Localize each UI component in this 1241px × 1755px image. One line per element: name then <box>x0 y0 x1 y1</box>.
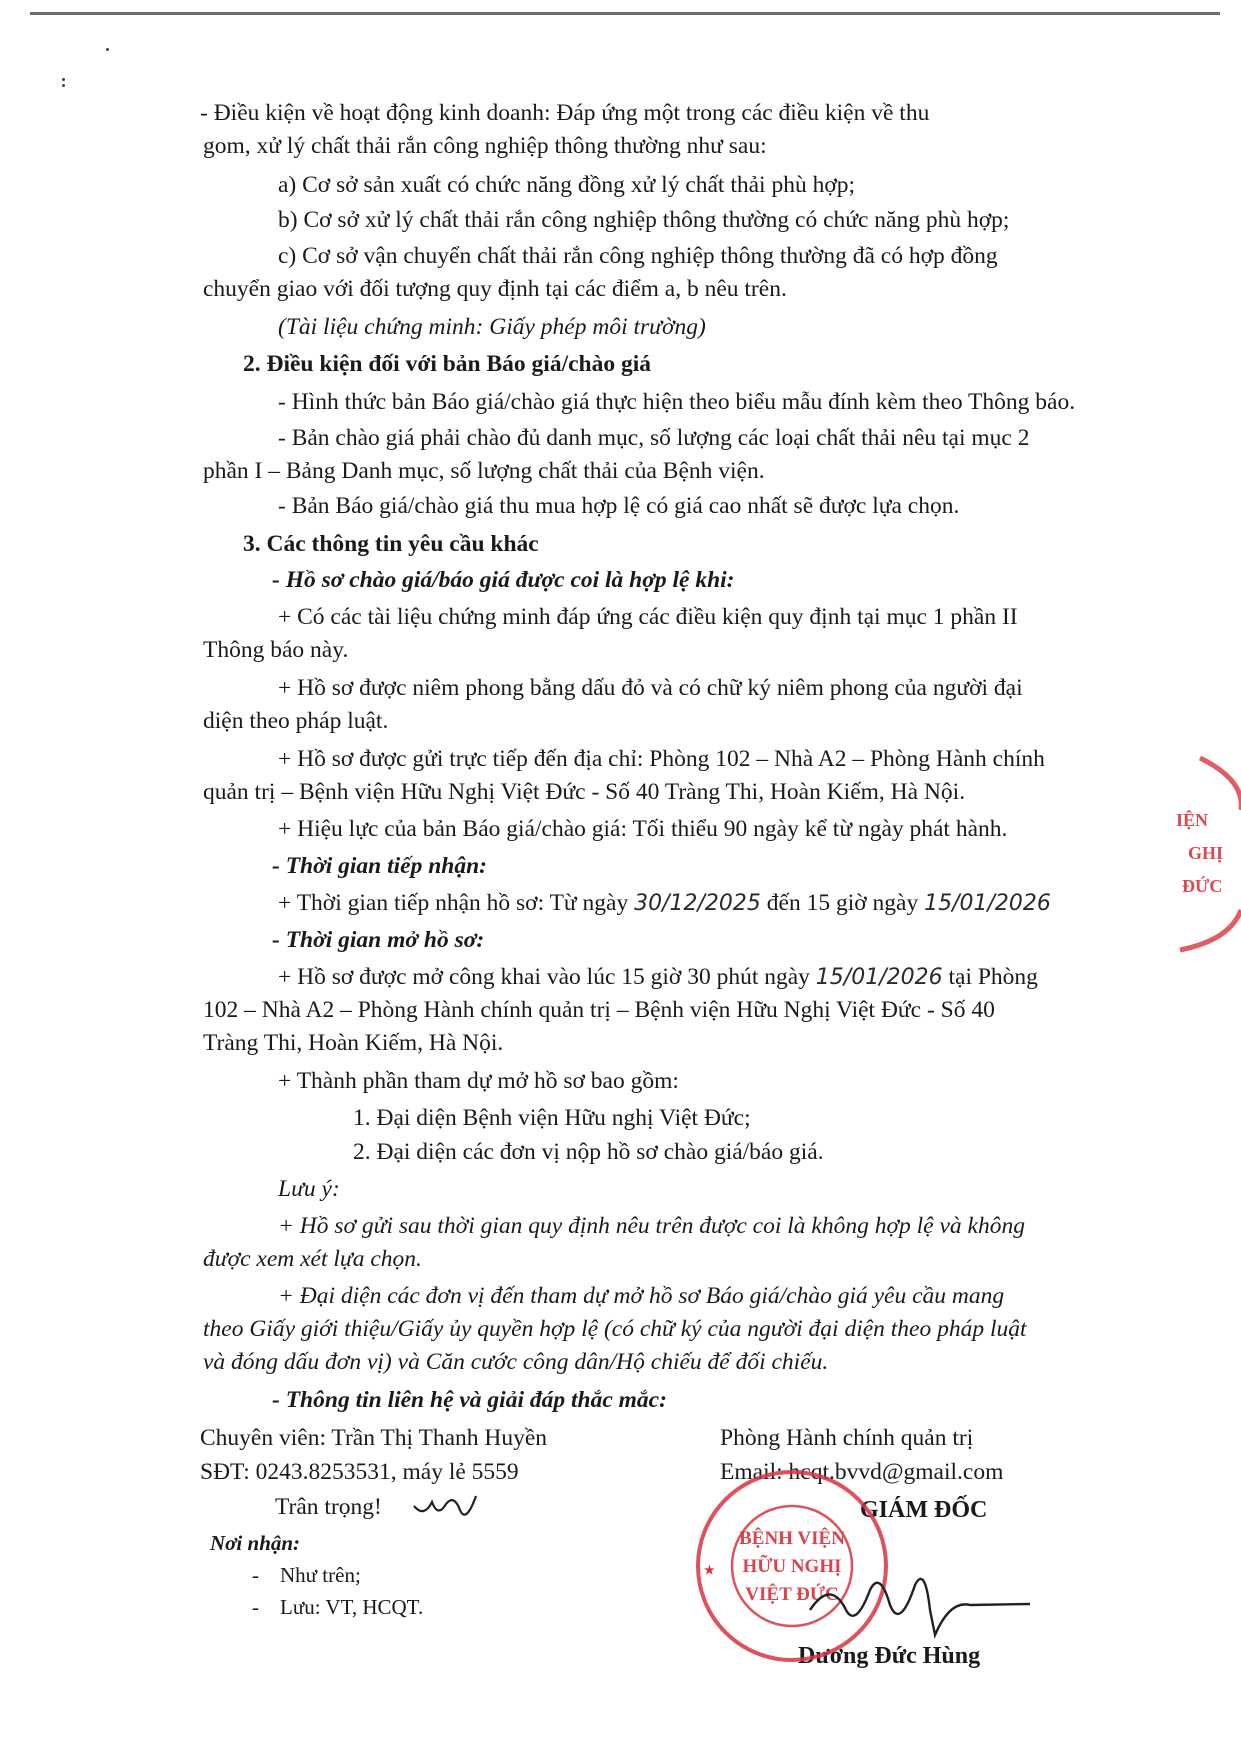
open-time-heading: - Thời gian mở hồ sơ: <box>272 927 485 953</box>
initials-signature <box>410 1488 480 1528</box>
note1-line1: + Hồ sơ gửi sau thời gian quy định nêu trên được coi là không hợp lệ và không <box>278 1213 1025 1239</box>
receive-time-mid: đến 15 giờ ngày <box>766 890 919 916</box>
valid-item2-line1: + Hồ sơ được niêm phong bằng dấu đỏ và có chữ ký niêm phong của người đại <box>278 675 1023 701</box>
note1-line2: được xem xét lựa chọn. <box>203 1246 422 1272</box>
condition-c-line2: chuyển giao với đối tượng quy định tại các điểm a, b nêu trên. <box>203 276 787 302</box>
section2-line2b: phần I – Bảng Danh mục, số lượng chất thải của Bệnh viện. <box>203 458 765 484</box>
seal-star: ★ <box>704 1563 715 1577</box>
note-label: Lưu ý: <box>278 1176 340 1202</box>
evidence-note: (Tài liệu chứng minh: Giấy phép môi trường) <box>278 314 706 340</box>
paragraph-business-conditions-line2: gom, xử lý chất thải rắn công nghiệp thông thường như sau: <box>203 133 767 159</box>
section2-line2a: - Bản chào giá phải chào đủ danh mục, số lượng các loại chất thải nêu tại mục 2 <box>278 425 1030 451</box>
seal-text-line3: VIỆT ĐỨC <box>745 1584 839 1605</box>
contact-heading: - Thông tin liên hệ và giải đáp thắc mắc: <box>272 1387 667 1413</box>
participant-1: 1. Đại diện Bệnh viện Hữu nghị Việt Đức; <box>353 1105 751 1131</box>
section2-line1: - Hình thức bản Báo giá/chào giá thực hiện theo biểu mẫu đính kèm theo Thông báo. <box>278 389 1076 415</box>
handwritten-from-date: 30/12/2025 <box>634 891 761 916</box>
open-time-suffix: tại Phòng <box>948 964 1038 990</box>
contact-specialist: Chuyên viên: Trần Thị Thanh Huyền <box>200 1425 548 1451</box>
condition-c-line1: c) Cơ sở vận chuyển chất thải rắn công nghiệp thông thường đã có hợp đồng <box>278 243 998 269</box>
scan-speck <box>62 78 65 81</box>
handwritten-open-date: 15/01/2026 <box>815 965 943 990</box>
valid-item3-line1: + Hồ sơ được gửi trực tiếp đến địa chỉ: Phòng 102 – Nhà A2 – Phòng Hành chính <box>278 746 1045 772</box>
signatory-title: GIÁM ĐỐC <box>860 1497 988 1523</box>
valid-item3-line2: quản trị – Bệnh viện Hữu Nghị Việt Đức - Số 40 Tràng Thi, Hoàn Kiếm, Hà Nội. <box>203 779 966 805</box>
condition-b: b) Cơ sở xử lý chất thải rắn công nghiệp thông thường có chức năng phù hợp; <box>278 207 1010 233</box>
recipients-label: Nơi nhận: <box>210 1531 301 1555</box>
director-signature <box>800 1560 1040 1650</box>
valid-dossier-heading: - Hồ sơ chào giá/báo giá được coi là hợp lệ khi: <box>272 567 735 593</box>
contact-department: Phòng Hành chính quản trị <box>720 1425 974 1451</box>
edge-seal-line3: ĐỨC <box>1182 876 1223 896</box>
open-time-line1 <box>278 963 1038 991</box>
open-time-prefix: + Hồ sơ được mở công khai vào lúc 15 giờ 30 phút ngày <box>278 964 810 990</box>
open-time-line2: 102 – Nhà A2 – Phòng Hành chính quản trị – Bệnh viện Hữu Nghị Việt Đức - Số 40 <box>203 997 995 1023</box>
participants-heading: + Thành phần tham dự mở hồ sơ bao gồm: <box>278 1068 679 1094</box>
valid-item4: + Hiệu lực của bản Báo giá/chào giá: Tối thiểu 90 ngày kể từ ngày phát hành. <box>278 816 1008 842</box>
valid-item1-line2: Thông báo này. <box>203 637 349 663</box>
closing-regards: Trân trọng! <box>275 1494 382 1520</box>
section2-line3: - Bản Báo giá/chào giá thu mua hợp lệ có giá cao nhất sẽ được lựa chọn. <box>278 493 960 519</box>
handwritten-to-date: 15/01/2026 <box>924 891 1051 916</box>
contact-phone: SĐT: 0243.8253531, máy lẻ 5559 <box>200 1459 519 1485</box>
note2-line3: và đóng dấu đơn vị) và Căn cước công dân/Hộ chiếu để đối chiếu. <box>203 1349 829 1375</box>
section3-heading: 3. Các thông tin yêu cầu khác <box>243 531 539 557</box>
note2-line2: theo Giấy giới thiệu/Giấy ủy quyền hợp lệ (có chữ ký của người đại diện theo pháp luật <box>203 1316 1027 1342</box>
open-time-line3: Tràng Thi, Hoàn Kiếm, Hà Nội. <box>203 1030 504 1056</box>
recipient-1: - Như trên; <box>252 1563 361 1587</box>
receive-time-prefix: + Thời gian tiếp nhận hồ sơ: Từ ngày <box>278 890 629 916</box>
receive-time-heading: - Thời gian tiếp nhận: <box>272 853 488 879</box>
section2-heading: 2. Điều kiện đối với bản Báo giá/chào giá <box>243 351 652 377</box>
seal-text-line1: BỆNH VIỆN <box>739 1528 845 1549</box>
seal-text-line2: HỮU NGHỊ <box>742 1556 842 1577</box>
receive-time-line <box>278 889 1051 917</box>
recipient-2-text: Lưu: VT, HCQT. <box>280 1595 424 1619</box>
edge-seal-stamp <box>1160 750 1241 970</box>
scan-speck <box>106 48 109 51</box>
valid-item1-line1: + Có các tài liệu chứng minh đáp ứng các điều kiện quy định tại mục 1 phần II <box>278 604 1018 630</box>
paragraph-business-conditions-line1: - Điều kiện về hoạt động kinh doanh: Đáp ứng một trong các điều kiện về thu <box>200 100 930 126</box>
valid-item2-line2: diện theo pháp luật. <box>203 708 389 734</box>
signatory-name: Dương Đức Hùng <box>798 1643 981 1669</box>
note2-line1: + Đại diện các đơn vị đến tham dự mở hồ sơ Báo giá/chào giá yêu cầu mang <box>278 1283 1005 1309</box>
participant-2: 2. Đại diện các đơn vị nộp hồ sơ chào giá/báo giá. <box>353 1139 824 1165</box>
scan-speck <box>62 84 65 87</box>
edge-seal-line2: GHỊ <box>1188 843 1224 863</box>
scan-top-edge <box>30 12 1220 15</box>
edge-seal-line1: IỆN <box>1176 810 1209 830</box>
recipient-2: - Lưu: VT, HCQT. <box>252 1595 424 1619</box>
recipient-1-text: Như trên; <box>280 1563 361 1587</box>
contact-email: Email: hcqt.bvvd@gmail.com <box>720 1459 1004 1485</box>
condition-a: a) Cơ sở sản xuất có chức năng đồng xử lý chất thải phù hợp; <box>278 172 856 198</box>
